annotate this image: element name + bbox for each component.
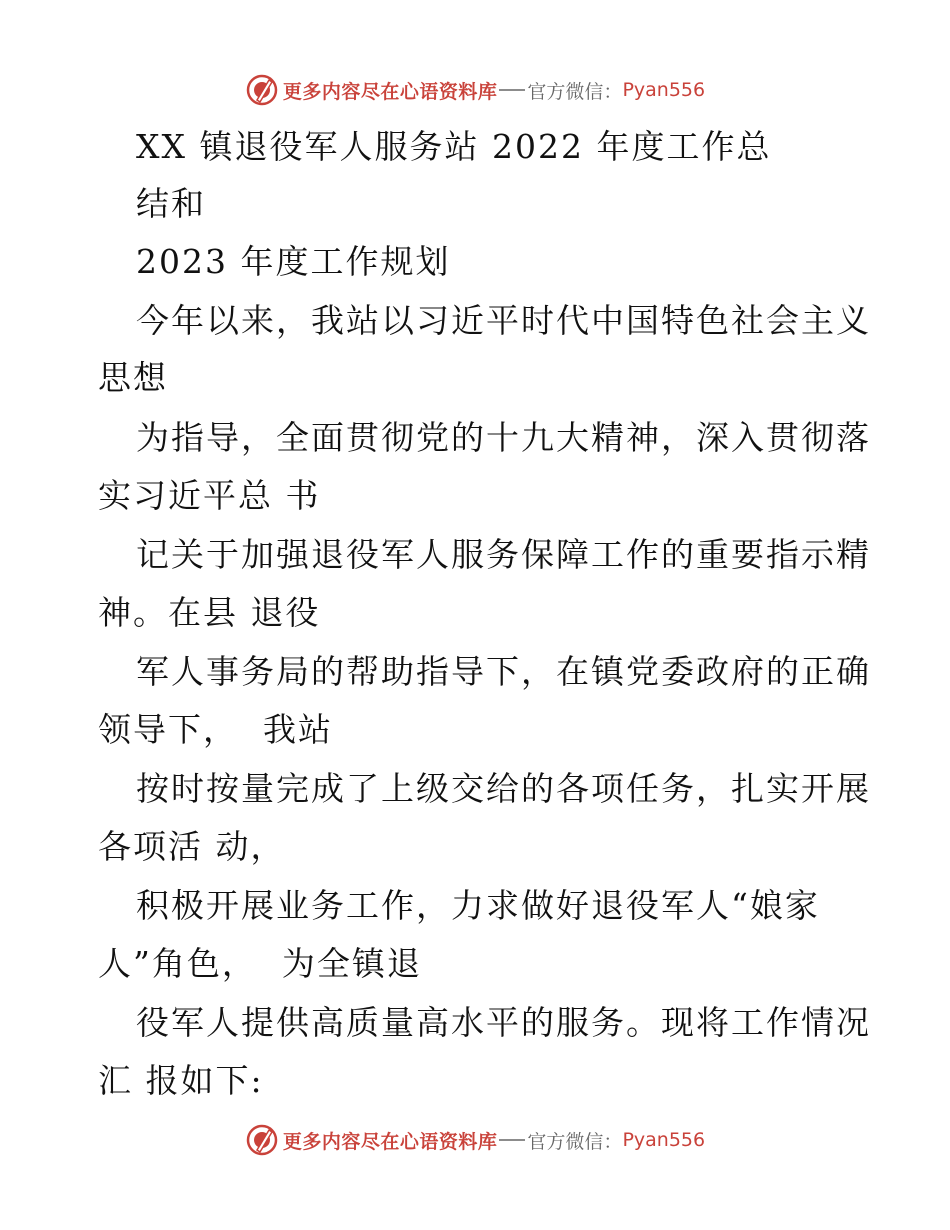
watermark-text: 更多内容尽在心语资料库	[282, 80, 498, 103]
watermark-footer	[0, 1122, 950, 1158]
doc-text-line: 积极开展业务工作，力求做好退役军人“娘家	[136, 886, 820, 925]
watermark-divider	[499, 89, 525, 91]
watermark-wechat-id: Pyan556	[622, 79, 706, 101]
doc-text-line: 思想	[98, 358, 168, 397]
doc-title-line-3: 2023 年度工作规划	[136, 242, 451, 281]
doc-title-line-2: 结和	[136, 184, 206, 223]
watermark-wechat-label: 官方微信：	[527, 80, 623, 103]
doc-text-line: 汇 报如下:	[98, 1061, 264, 1100]
doc-text-line: 按时按量完成了上级交给的各项任务，扎实开展	[136, 769, 871, 808]
doc-text-line: 人”角色， 为全镇退	[98, 944, 422, 983]
doc-text-line: 为指导，全面贯彻党的十九大精神，深入贯彻落	[136, 418, 871, 457]
watermark-header	[0, 72, 950, 108]
doc-text-line: 各项活 动，	[98, 827, 286, 866]
doc-title-line-1: XX 镇退役军人服务站 2022 年度工作总	[136, 127, 772, 166]
watermark-divider	[499, 1139, 525, 1141]
doc-text-line: 领导下， 我站	[98, 710, 333, 749]
doc-text-line: 神。在县 退役	[98, 593, 321, 632]
doc-text-line: 实习近平总 书	[98, 476, 321, 515]
doc-text-line: 记关于加强退役军人服务保障工作的重要指示精	[136, 535, 871, 574]
pen-circle-icon	[245, 73, 279, 107]
doc-text-line: 役军人提供高质量高水平的服务。现将工作情况	[136, 1003, 871, 1042]
doc-text-line: 今年以来，我站以习近平时代中国特色社会主义	[136, 301, 871, 340]
doc-text-line: 军人事务局的帮助指导下，在镇党委政府的正确	[136, 652, 871, 691]
watermark-wechat-id: Pyan556	[622, 1129, 706, 1151]
pen-circle-icon	[245, 1123, 279, 1157]
watermark-text: 更多内容尽在心语资料库	[282, 1130, 498, 1153]
watermark-wechat-label: 官方微信：	[527, 1130, 623, 1153]
